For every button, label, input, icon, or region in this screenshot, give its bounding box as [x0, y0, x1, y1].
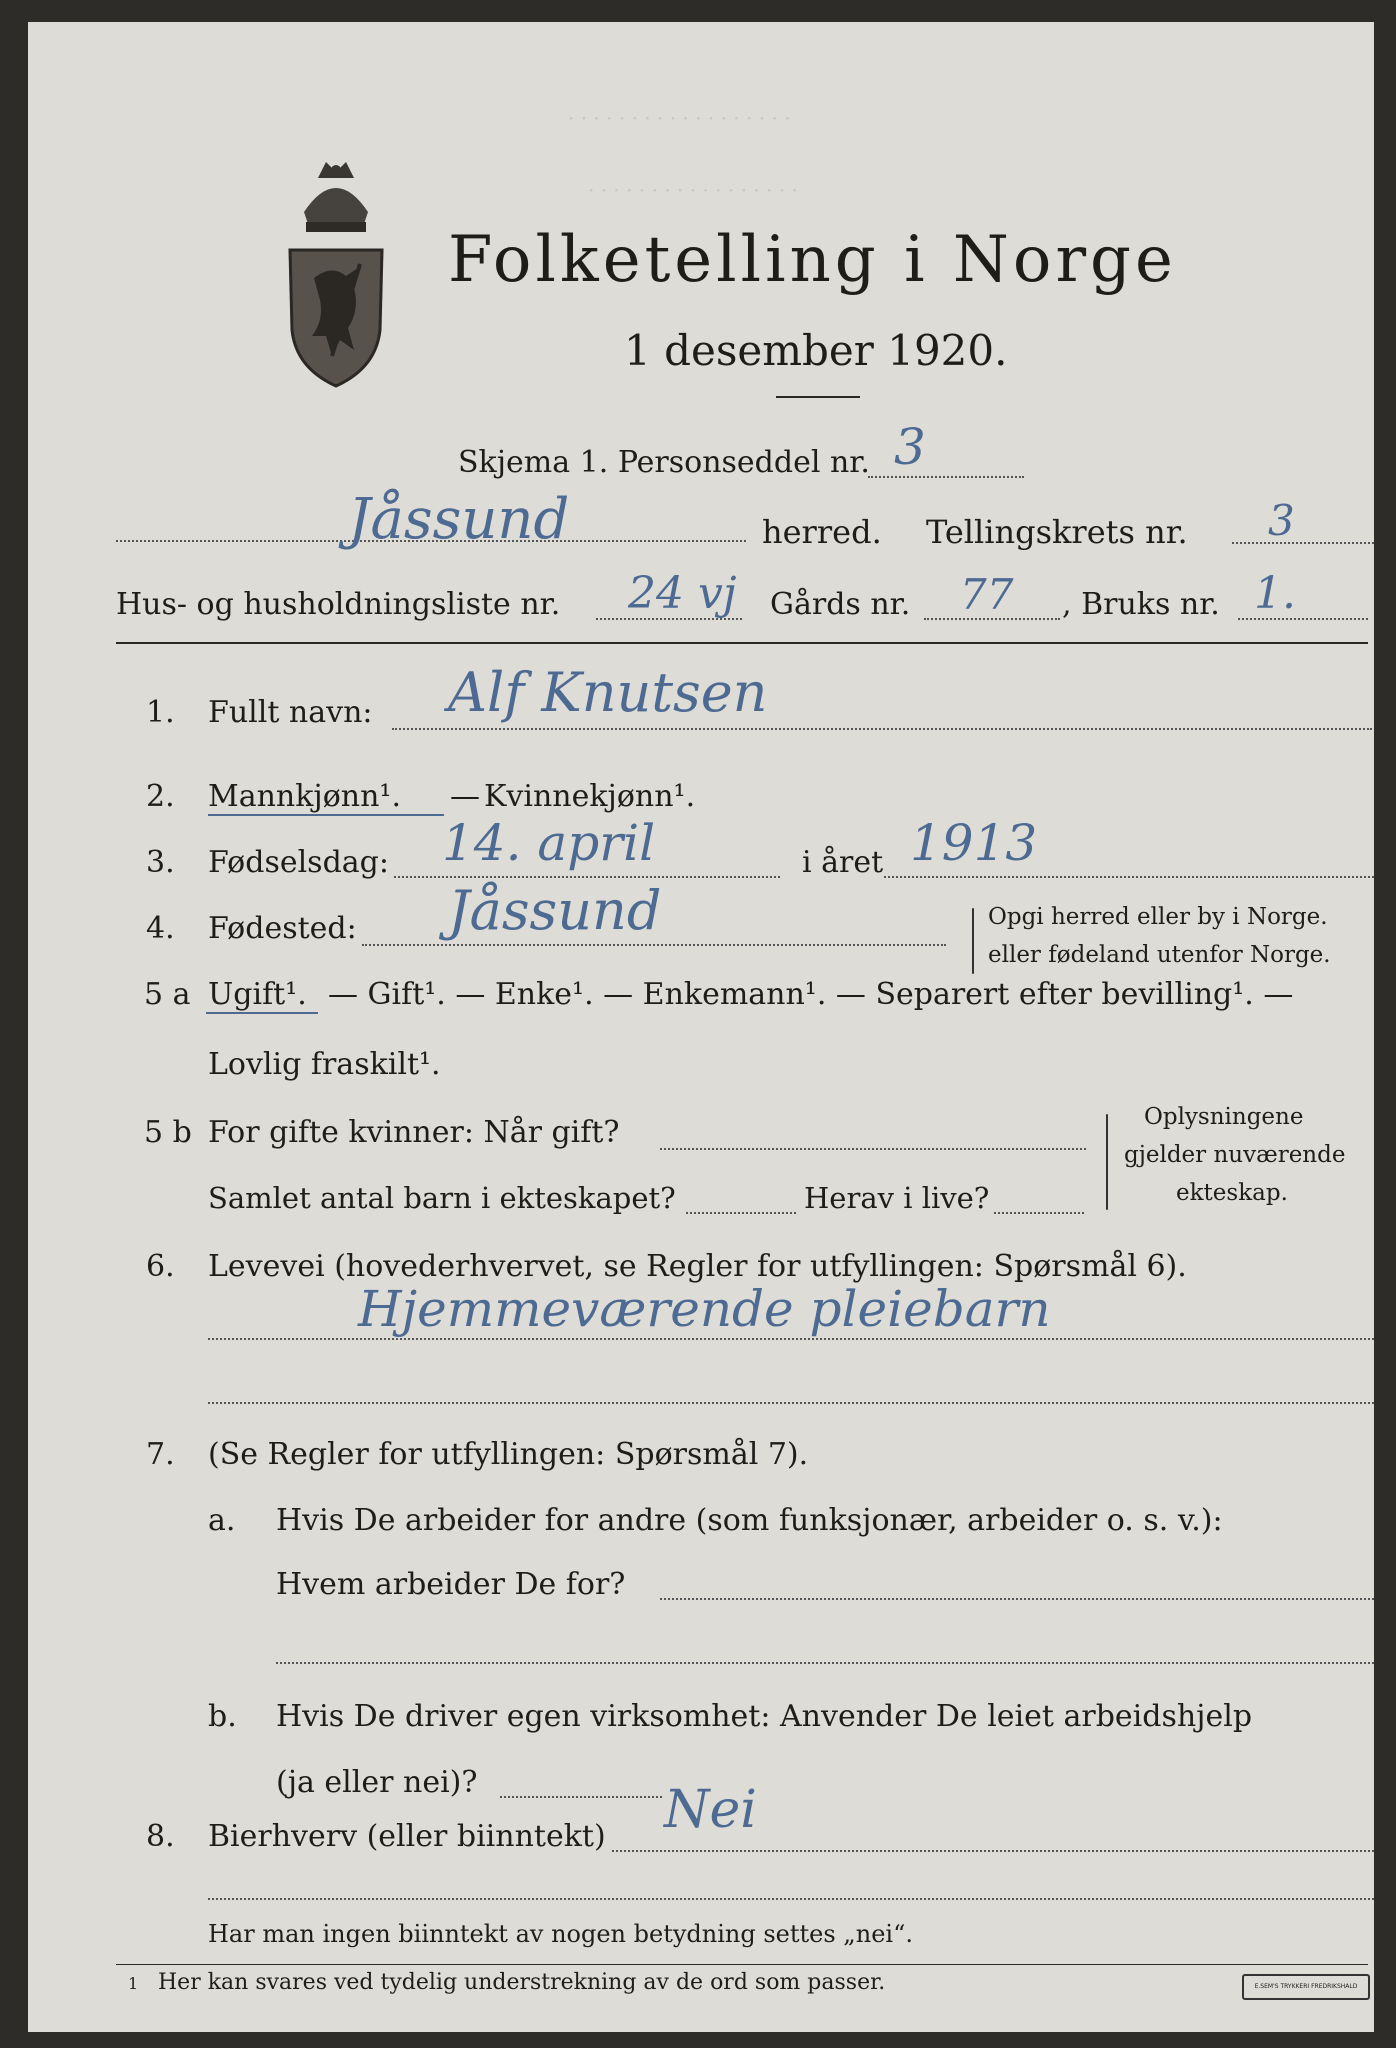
- title-divider: [776, 396, 860, 398]
- q5a-ugift-underline: [206, 1012, 318, 1014]
- q7b-line: [500, 1796, 662, 1798]
- q5b-brace: [1106, 1114, 1108, 1210]
- q5b-note-line1: Oplysningene: [1144, 1104, 1304, 1130]
- bleed-through-text: · · · · · · · · · · · · · · · · · ·: [568, 106, 791, 130]
- q2-number: 2.: [146, 779, 175, 814]
- q3-value: 14. april: [442, 814, 656, 872]
- q5b-number: 5 b: [144, 1115, 192, 1150]
- q8-value: Nei: [664, 1780, 757, 1840]
- household-label: Hus- og husholdningsliste nr.: [116, 587, 561, 622]
- q5b-alive-line: [994, 1212, 1084, 1214]
- q7a-line: [660, 1598, 1374, 1600]
- q2-separator: —: [450, 779, 480, 814]
- krets-value: 3: [1268, 496, 1295, 545]
- herred-label: herred.: [762, 513, 882, 551]
- q7b-letter: b.: [208, 1699, 237, 1734]
- q3-year-value: 1913: [910, 814, 1038, 872]
- q4-value: Jåssund: [448, 879, 662, 942]
- gards-value: 77: [960, 570, 1014, 619]
- bleed-through-text: · · · · · · · · · · · · · · · · ·: [588, 178, 798, 202]
- schema-line: [868, 476, 1024, 478]
- q7b-line2: (ja eller nei)?: [276, 1765, 478, 1800]
- q3-year-label: i året: [802, 845, 884, 880]
- q5a-options: — Gift¹. — Enke¹. — Enkemann¹. — Separert efter bevilling¹. —: [328, 977, 1294, 1012]
- coat-of-arms-icon: [276, 160, 396, 392]
- q7-number: 7.: [146, 1437, 175, 1472]
- q5a-ugift: Ugift¹.: [208, 977, 307, 1012]
- q7a-line1: Hvis De arbeider for andre (som funksjonær, arbeider o. s. v.):: [276, 1503, 1223, 1538]
- q5b-married-line: [660, 1148, 1086, 1150]
- bruks-value: 1.: [1254, 568, 1296, 619]
- q5b-children-line: [686, 1212, 796, 1214]
- q4-label: Fødested:: [208, 911, 357, 946]
- footnote-mark: 1: [128, 1974, 139, 1993]
- q4-note-line2: eller fødeland utenfor Norge.: [988, 942, 1331, 968]
- form-date: 1 desember 1920.: [624, 326, 1008, 375]
- q4-number: 4.: [146, 911, 175, 946]
- q5a-number: 5 a: [144, 977, 191, 1012]
- q3-number: 3.: [146, 845, 175, 880]
- bruks-label: , Bruks nr.: [1062, 587, 1220, 622]
- q1-number: 1.: [146, 695, 175, 730]
- q7a-line2: Hvem arbeider De for?: [276, 1567, 626, 1602]
- q5b-children-label: Samlet antal barn i ekteskapet?: [208, 1181, 676, 1215]
- schema-number: 3: [894, 418, 926, 476]
- krets-label: Tellingskrets nr.: [926, 513, 1188, 551]
- q1-value: Alf Knutsen: [448, 661, 768, 724]
- q7a-letter: a.: [208, 1503, 236, 1538]
- footer-note: Har man ingen biinntekt av nogen betydning settes „nei“.: [208, 1920, 913, 1948]
- printer-stamp: [1242, 1974, 1370, 2000]
- q4-note-line1: Opgi herred eller by i Norge.: [988, 904, 1328, 930]
- q8-line: [612, 1850, 1374, 1852]
- q8-number: 8.: [146, 1819, 175, 1854]
- q6-value: Hjemmeværende pleiebarn: [358, 1280, 1051, 1338]
- household-value: 24 vj: [628, 568, 737, 619]
- q6-number: 6.: [146, 1249, 175, 1284]
- q5b-alive-label: Herav i live?: [804, 1181, 990, 1215]
- krets-line: [1232, 542, 1374, 544]
- schema-label: Skjema 1. Personseddel nr.: [458, 445, 870, 480]
- footnote-text: Her kan svares ved tydelig understrekning av de ord som passer.: [158, 1970, 886, 1995]
- q1-line: [392, 728, 1372, 730]
- q7b-line1: Hvis De driver egen virksomhet: Anvender De leiet arbeidshjelp: [276, 1699, 1253, 1734]
- q4-line: [362, 944, 946, 946]
- q7a-line-extra: [276, 1662, 1374, 1664]
- herred-value: Jåssund: [348, 487, 570, 552]
- form-title: Folketelling i Norge: [448, 223, 1177, 297]
- q3-label: Fødselsdag:: [208, 845, 389, 880]
- q7-label: (Se Regler for utfyllingen: Spørsmål 7).: [208, 1437, 809, 1472]
- q6-line2: [208, 1402, 1374, 1404]
- gards-label: Gårds nr.: [770, 587, 911, 622]
- q1-label: Fullt navn:: [208, 695, 373, 730]
- q8-line-extra: [208, 1898, 1374, 1900]
- q2-male-underline: [208, 814, 444, 816]
- header-rule: [116, 642, 1368, 644]
- q5b-label: For gifte kvinner: Når gift?: [208, 1115, 620, 1150]
- q8-label: Bierhverv (eller biinntekt): [208, 1819, 606, 1854]
- census-form: [28, 22, 1374, 2032]
- q6-label: Levevei (hovederhvervet, se Regler for utfyllingen: Spørsmål 6).: [208, 1249, 1187, 1284]
- q6-line1: [208, 1338, 1374, 1340]
- q3-date-line: [394, 876, 780, 878]
- q5a-line2: Lovlig fraskilt¹.: [208, 1047, 441, 1082]
- q2-female: Kvinnekjønn¹.: [484, 779, 696, 814]
- q4-brace: [972, 908, 974, 974]
- q5b-note-line3: ekteskap.: [1176, 1180, 1288, 1206]
- printer-stamp-text: E.SEM'S TRYKKERI FREDRIKSHALD: [1254, 1982, 1358, 1990]
- q2-male: Mannkjønn¹.: [208, 779, 401, 814]
- q5b-note-line2: gjelder nuværende: [1124, 1142, 1346, 1168]
- footer-rule: [116, 1964, 1368, 1965]
- q3-year-line: [884, 876, 1374, 878]
